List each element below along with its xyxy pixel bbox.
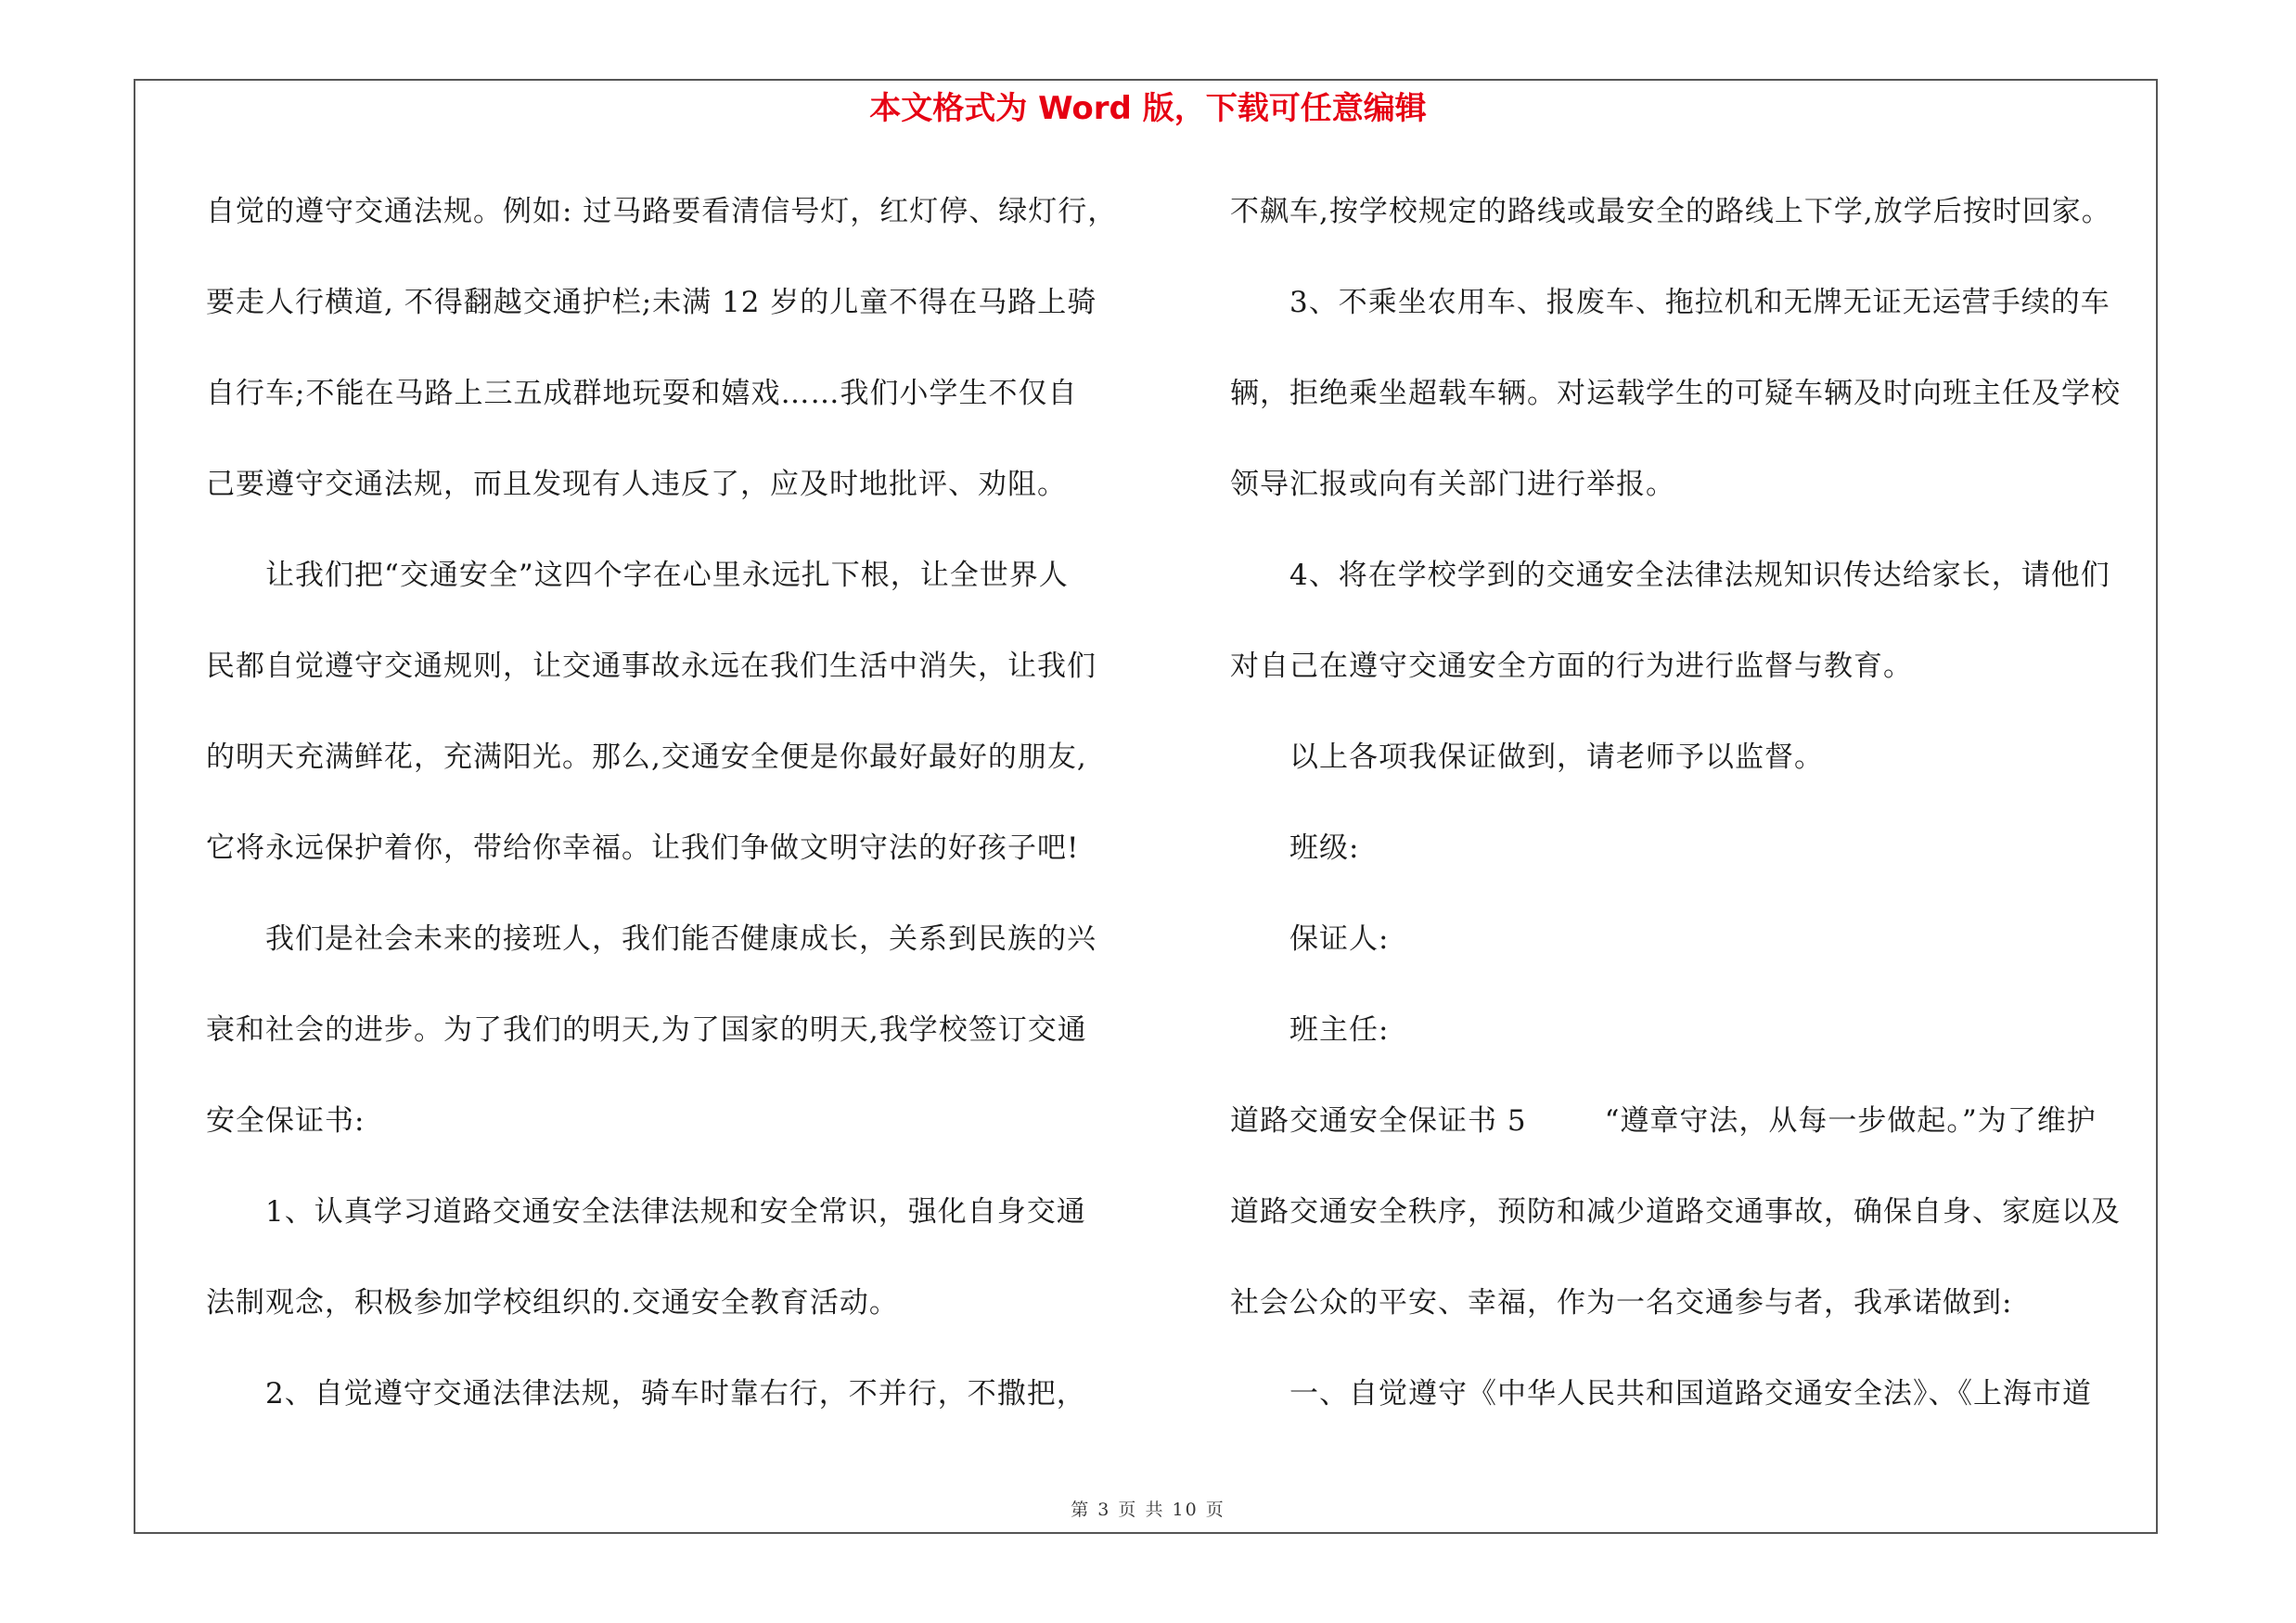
head-teacher-label: 班主任: — [1289, 1013, 1390, 1047]
class-label: 班级: — [1289, 831, 1360, 865]
text-line: 己要遵守交通法规，而且发现有人违反了，应及时地批评、劝阻。 — [206, 468, 1067, 501]
text-line: 自觉的遵守交通法规。例如: 过马路要看清信号灯，红灯停、绿灯行， — [206, 195, 1118, 228]
left-text-column — [206, 187, 1161, 1461]
text-line: 以上各项我保证做到，请老师予以监督。 — [1289, 741, 1824, 774]
text-line: 的明天充满鲜花，充满阳光。那么,交通安全便是你最好最好的朋友, — [206, 741, 1087, 774]
section-opening: “遵章守法，从每一步做起。”为了维护 — [1604, 1104, 2097, 1138]
text-line: 对自己在遵守交通安全方面的行为进行监督与教育。 — [1230, 650, 1913, 683]
text-line: 让我们把“交通安全”这四个字在心里永远扎下根，让全世界人 — [265, 559, 1069, 592]
text-line: 4、将在学校学到的交通安全法律法规知识传达给家长，请他们 — [1289, 559, 2110, 592]
text-line: 社会公众的平安、幸福，作为一名交通参与者，我承诺做到: — [1230, 1286, 2013, 1320]
right-text-column — [1230, 187, 2158, 1461]
text-line: 安全保证书: — [206, 1104, 366, 1138]
format-banner: 本文格式为 Word 版，下载可任意编辑 — [869, 90, 1427, 127]
text-line: 要走人行横道, 不得翻越交通护栏;未满 12 岁的儿童不得在马路上骑 — [206, 286, 1097, 319]
text-line: 1、认真学习道路交通安全法律法规和安全常识，强化自身交通 — [265, 1195, 1086, 1229]
text-line: 一、自觉遵守《中华人民共和国道路交通安全法》、《上海市道 — [1289, 1377, 2092, 1410]
guarantor-label: 保证人: — [1289, 922, 1390, 956]
text-line: 2、自觉遵守交通法律法规，骑车时靠右行，不并行，不撒把， — [265, 1377, 1086, 1410]
text-line — [1230, 1097, 2158, 1188]
text-line: 自行车;不能在马路上三五成群地玩耍和嬉戏……我们小学生不仅自 — [206, 377, 1078, 410]
page-number-footer: 第 3 页 共 10 页 — [1071, 1500, 1225, 1520]
text-line: 3、不乘坐农用车、报废车、拖拉机和无牌无证无运营手续的车 — [1289, 286, 2110, 319]
text-line: 它将永远保护着你，带给你幸福。让我们争做文明守法的好孩子吧! — [206, 831, 1080, 865]
text-line: 法制观念，积极参加学校组织的.交通安全教育活动。 — [206, 1286, 899, 1320]
text-line: 领导汇报或向有关部门进行举报。 — [1230, 468, 1675, 501]
text-line: 道路交通安全秩序，预防和减少道路交通事故，确保自身、家庭以及 — [1230, 1195, 2121, 1229]
text-line: 衰和社会的进步。为了我们的明天,为了国家的明天,我学校签订交通 — [206, 1013, 1087, 1047]
text-line: 不飙车,按学校规定的路线或最安全的路线上下学,放学后按时回家。 — [1230, 195, 2111, 228]
section-heading: 道路交通安全保证书 5 — [1230, 1104, 1527, 1138]
text-line: 辆，拒绝乘坐超载车辆。对运载学生的可疑车辆及时向班主任及学校 — [1230, 377, 2121, 410]
text-line: 民都自觉遵守交通规则，让交通事故永远在我们生活中消失，让我们 — [206, 650, 1097, 683]
text-line: 我们是社会未来的接班人，我们能否健康成长，关系到民族的兴 — [265, 922, 1097, 956]
